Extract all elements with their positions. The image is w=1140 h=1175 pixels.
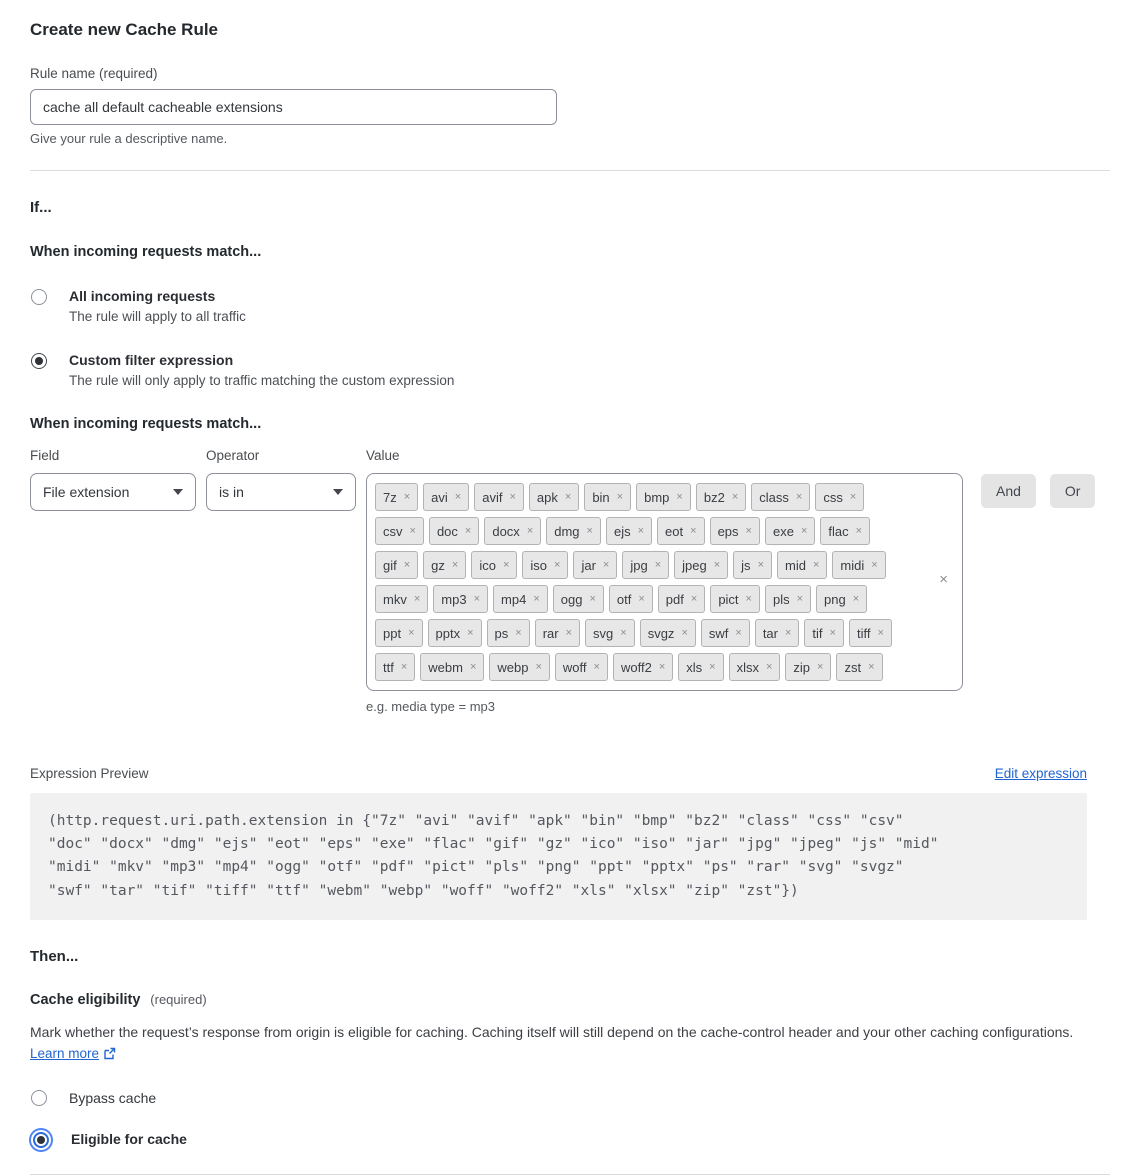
value-tag: [493, 585, 548, 613]
remove-tag-icon[interactable]: ×: [676, 491, 683, 503]
field-select[interactable]: [30, 473, 196, 511]
value-tag-label: gif: [383, 557, 397, 573]
remove-tag-icon[interactable]: ×: [535, 661, 542, 673]
value-tag-label: pptx: [435, 625, 461, 641]
value-tag-label: woff: [562, 659, 587, 675]
radio-description: The rule will only apply to traffic matching the custom expression: [69, 373, 455, 388]
value-help: e.g. media type = mp3: [366, 699, 495, 714]
value-tag-label: apk: [536, 489, 558, 505]
value-tag-label: iso: [530, 557, 548, 573]
section-divider: [30, 170, 1110, 171]
value-label: Value: [366, 448, 400, 463]
value-tag-label: avif: [482, 489, 503, 505]
value-tag-label: eps: [717, 523, 739, 539]
remove-tag-icon[interactable]: ×: [589, 593, 596, 605]
value-tag: [820, 517, 870, 545]
remove-tag-icon[interactable]: ×: [403, 559, 411, 571]
value-tag: [375, 619, 423, 647]
if-heading: If...: [30, 199, 52, 216]
remove-tag-icon[interactable]: ×: [413, 593, 421, 605]
value-tag-label: ttf: [383, 659, 394, 675]
and-button[interactable]: And: [981, 474, 1036, 508]
remove-tag-icon[interactable]: ×: [757, 559, 764, 571]
value-tag: [375, 551, 418, 579]
value-tag-label: avi: [431, 489, 448, 505]
value-tag-label: doc: [436, 523, 458, 539]
value-tag: [375, 517, 424, 545]
remove-tag-icon[interactable]: ×: [713, 559, 721, 571]
remove-tag-icon[interactable]: ×: [690, 593, 698, 605]
value-tag-label: zst: [844, 659, 862, 675]
value-tag: [785, 653, 831, 681]
remove-tag-icon[interactable]: ×: [745, 525, 752, 537]
value-tag: [622, 551, 669, 579]
value-tag: [849, 619, 892, 647]
value-tag: [553, 585, 604, 613]
value-multiselect[interactable]: [366, 473, 963, 691]
remove-tag-icon[interactable]: ×: [877, 627, 884, 639]
value-tag: [701, 619, 750, 647]
radio-label: All incoming requests: [69, 288, 216, 304]
value-tag-label: gz: [431, 557, 445, 573]
remove-tag-icon[interactable]: ×: [690, 525, 697, 537]
code-line: "doc" "docx" "dmg" "ejs" "eot" "eps" "exe" "flac" "gif" "gz" "ico" "iso" "jar" "jpg" "jpeg" "js" "mid": [48, 836, 939, 853]
radio-button-unselected[interactable]: [31, 289, 47, 305]
value-tag: [529, 483, 579, 511]
value-tag-label: otf: [616, 591, 632, 607]
value-tag: [678, 653, 723, 681]
value-tag: [815, 483, 864, 511]
field-label: Field: [30, 448, 60, 463]
value-tag-label: ppt: [383, 625, 402, 641]
code-line: "swf" "tar" "tif" "tiff" "ttf" "webm" "webp" "woff" "woff2" "xls" "xlsx" "zip" "zst"}): [48, 882, 799, 899]
value-tag-label: mp3: [441, 591, 467, 607]
remove-tag-icon[interactable]: ×: [620, 627, 627, 639]
value-tag-label: pls: [772, 591, 790, 607]
remove-tag-icon[interactable]: ×: [654, 559, 662, 571]
value-tag: [710, 517, 760, 545]
chevron-down-icon: [333, 489, 343, 495]
cache-eligibility-description: Mark whether the request’s response from origin is eligible for caching. Caching itself will still depend on the cache-control header and your other caching configurations. Learn more: [30, 1023, 1074, 1062]
value-tag: [522, 551, 568, 579]
value-tag: [658, 585, 706, 613]
remove-tag-icon[interactable]: ×: [795, 491, 803, 503]
value-tag: [489, 653, 550, 681]
radio-button-unselected[interactable]: [31, 1090, 47, 1106]
remove-tag-icon[interactable]: ×: [638, 593, 645, 605]
value-tag: [816, 585, 867, 613]
value-tag-label: flac: [828, 523, 849, 539]
rule-name-help: Give your rule a descriptive name.: [30, 131, 228, 146]
page-title: Create new Cache Rule: [30, 20, 219, 39]
value-tag: [584, 483, 631, 511]
value-tag: [836, 653, 882, 681]
remove-tag-icon[interactable]: ×: [852, 593, 860, 605]
value-tag-label: eot: [665, 523, 684, 539]
radio-option-eligible-for-cache[interactable]: [30, 1130, 1110, 1148]
value-tag-label: png: [824, 591, 846, 607]
value-tag: [420, 653, 484, 681]
value-tag-label: jpg: [630, 557, 648, 573]
value-tag: [428, 619, 482, 647]
operator-label: Operator: [206, 448, 260, 463]
value-tag: [674, 551, 728, 579]
radio-button-selected-focused[interactable]: [33, 1132, 49, 1148]
remove-tag-icon[interactable]: ×: [784, 627, 792, 639]
remove-tag-icon[interactable]: ×: [855, 525, 863, 537]
value-tag-label: tif: [812, 625, 823, 641]
value-tag-label: bz2: [703, 489, 725, 505]
value-tag-label: class: [759, 489, 789, 505]
code-line: (http.request.uri.path.extension in {"7z" "avi" "avif" "apk" "bin" "bmp" "bz2" "class" "css" "csv": [48, 813, 904, 829]
remove-tag-icon[interactable]: ×: [602, 559, 610, 571]
remove-tag-icon[interactable]: ×: [593, 661, 600, 673]
value-tag-label: docx: [492, 523, 520, 539]
value-tag-label: swf: [708, 625, 729, 641]
remove-tag-icon[interactable]: ×: [849, 491, 857, 503]
value-tag: [636, 483, 691, 511]
value-tag-label: ogg: [560, 591, 583, 607]
radio-description: The rule will apply to all traffic: [69, 309, 246, 324]
expression-preview-label: Expression Preview: [30, 766, 149, 781]
field-select-value: File extension: [43, 484, 130, 500]
builder-heading: When incoming requests match...: [30, 416, 262, 432]
remove-tag-icon[interactable]: ×: [464, 525, 472, 537]
remove-tag-icon[interactable]: ×: [586, 525, 593, 537]
value-tag-label: midi: [840, 557, 865, 573]
remove-tag-icon[interactable]: ×: [658, 661, 666, 673]
expression-builder-row: [30, 448, 1110, 714]
value-tag: [755, 619, 800, 647]
operator-select[interactable]: [206, 473, 356, 511]
edit-expression-link[interactable]: Edit expression: [994, 766, 1087, 781]
value-tag-label: tiff: [856, 625, 871, 641]
remove-tag-icon[interactable]: ×: [812, 559, 820, 571]
rule-name-label: Rule name (required): [30, 66, 158, 81]
required-badge: (required): [150, 991, 207, 1007]
value-tag-label: pict: [718, 591, 739, 607]
value-tag-label: bin: [592, 489, 610, 505]
remove-tag-icon[interactable]: ×: [565, 627, 573, 639]
expression-preview-code: [30, 793, 1087, 920]
radio-option-all-incoming-requests[interactable]: [30, 288, 1110, 324]
remove-tag-icon[interactable]: ×: [473, 593, 481, 605]
value-tag-label: zip: [793, 659, 811, 675]
value-tag-label: pdf: [665, 591, 684, 607]
code-line: "midi" "mkv" "mp3" "mp4" "ogg" "otf" "pdf" "pict" "pls" "png" "ppt" "pptx" "ps" "rar" "svg" "svgz": [48, 859, 904, 876]
value-tag: [804, 619, 844, 647]
remove-tag-icon[interactable]: ×: [681, 627, 688, 639]
chevron-down-icon: [173, 489, 183, 495]
clear-all-icon[interactable]: ×: [939, 571, 948, 588]
value-tag: [429, 517, 479, 545]
value-tag-label: mid: [785, 557, 806, 573]
remove-tag-icon[interactable]: ×: [800, 525, 808, 537]
remove-tag-icon[interactable]: ×: [796, 593, 804, 605]
value-tag-label: xls: [686, 659, 703, 675]
value-tag: [606, 517, 652, 545]
remove-tag-icon[interactable]: ×: [509, 491, 516, 503]
operator-select-value: is in: [219, 484, 244, 500]
value-tag: [765, 517, 815, 545]
value-tag-label: ejs: [613, 523, 631, 539]
remove-tag-icon[interactable]: ×: [533, 593, 540, 605]
value-tag: [375, 653, 415, 681]
remove-tag-icon[interactable]: ×: [564, 491, 572, 503]
radio-option-custom-filter-expression[interactable]: [30, 352, 1110, 388]
value-tag-label: mp4: [501, 591, 527, 607]
value-tag: [613, 653, 673, 681]
value-tag-label: webp: [497, 659, 529, 675]
remove-tag-icon[interactable]: ×: [408, 627, 415, 639]
value-tag: [832, 551, 885, 579]
remove-tag-icon[interactable]: ×: [829, 627, 836, 639]
value-tag: [696, 483, 746, 511]
value-tag-label: rar: [542, 625, 559, 641]
value-tag-label: css: [823, 489, 843, 505]
remove-tag-icon[interactable]: ×: [409, 525, 416, 537]
remove-tag-icon[interactable]: ×: [616, 491, 624, 503]
remove-tag-icon[interactable]: ×: [400, 661, 408, 673]
remove-tag-icon[interactable]: ×: [709, 661, 716, 673]
external-link-icon: [103, 1047, 116, 1060]
value-tag: [640, 619, 696, 647]
value-tag: [657, 517, 705, 545]
value-tag-label: webm: [428, 659, 463, 675]
value-tag: [375, 585, 428, 613]
value-tag-label: svg: [593, 625, 614, 641]
value-tag-label: bmp: [644, 489, 670, 505]
cache-eligibility-label: Cache eligibility: [30, 991, 141, 1008]
value-tag: [765, 585, 811, 613]
value-tag-label: exe: [772, 523, 794, 539]
remove-tag-icon[interactable]: ×: [554, 559, 561, 571]
value-tag-label: ico: [479, 557, 496, 573]
remove-tag-icon[interactable]: ×: [515, 627, 522, 639]
remove-tag-icon[interactable]: ×: [467, 627, 474, 639]
value-tag-label: tar: [762, 625, 778, 641]
rule-name-group: [30, 66, 1110, 146]
value-tag-label: xlsx: [736, 659, 759, 675]
value-tag: [546, 517, 601, 545]
value-tag-label: jpeg: [682, 557, 707, 573]
value-tag: [487, 619, 530, 647]
remove-tag-icon[interactable]: ×: [871, 559, 878, 571]
value-tag: [777, 551, 827, 579]
remove-tag-icon[interactable]: ×: [765, 661, 773, 673]
value-tag: [433, 585, 488, 613]
radio-label: Custom filter expression: [69, 352, 234, 368]
value-tag-label: mkv: [383, 591, 407, 607]
value-tag: [585, 619, 635, 647]
remove-tag-icon[interactable]: ×: [403, 491, 411, 503]
remove-tag-icon[interactable]: ×: [526, 525, 534, 537]
remove-tag-icon[interactable]: ×: [731, 491, 739, 503]
radio-button-selected[interactable]: [31, 353, 47, 369]
value-tag-label: woff2: [620, 659, 652, 675]
remove-tag-icon[interactable]: ×: [735, 627, 742, 639]
remove-tag-icon[interactable]: ×: [469, 661, 477, 673]
remove-tag-icon[interactable]: ×: [454, 491, 462, 503]
value-tag: [474, 483, 524, 511]
remove-tag-icon[interactable]: ×: [451, 559, 459, 571]
value-tag: [710, 585, 760, 613]
value-tag: [423, 483, 469, 511]
remove-tag-icon[interactable]: ×: [502, 559, 510, 571]
remove-tag-icon[interactable]: ×: [637, 525, 645, 537]
value-tag: [729, 653, 781, 681]
value-tag-list: [375, 483, 914, 681]
value-tag: [423, 551, 466, 579]
value-tag-label: dmg: [554, 523, 580, 539]
value-tag: [484, 517, 541, 545]
value-tag: [751, 483, 810, 511]
radio-label: Bypass cache: [69, 1089, 157, 1106]
then-heading: Then...: [30, 947, 79, 965]
match-heading: When incoming requests match...: [30, 244, 262, 260]
radio-label: Eligible for cache: [71, 1131, 187, 1148]
or-button[interactable]: Or: [1050, 474, 1096, 508]
value-tag-label: 7z: [383, 489, 397, 505]
remove-tag-icon[interactable]: ×: [868, 661, 875, 673]
value-tag: [609, 585, 653, 613]
value-tag-label: jar: [581, 557, 596, 573]
remove-tag-icon[interactable]: ×: [745, 593, 752, 605]
learn-more-link[interactable]: Learn more: [30, 1046, 100, 1062]
value-tag: [471, 551, 517, 579]
value-tag: [555, 653, 608, 681]
value-tag: [535, 619, 580, 647]
remove-tag-icon[interactable]: ×: [817, 661, 824, 673]
value-tag: [733, 551, 772, 579]
rule-name-input[interactable]: [30, 89, 557, 125]
value-tag-label: ps: [494, 625, 509, 641]
value-tag-label: svgz: [647, 625, 675, 641]
value-tag-label: js: [741, 557, 751, 573]
value-tag-label: csv: [383, 523, 403, 539]
value-tag: [375, 483, 418, 511]
value-tag: [573, 551, 617, 579]
radio-option-bypass-cache[interactable]: [30, 1089, 1110, 1106]
